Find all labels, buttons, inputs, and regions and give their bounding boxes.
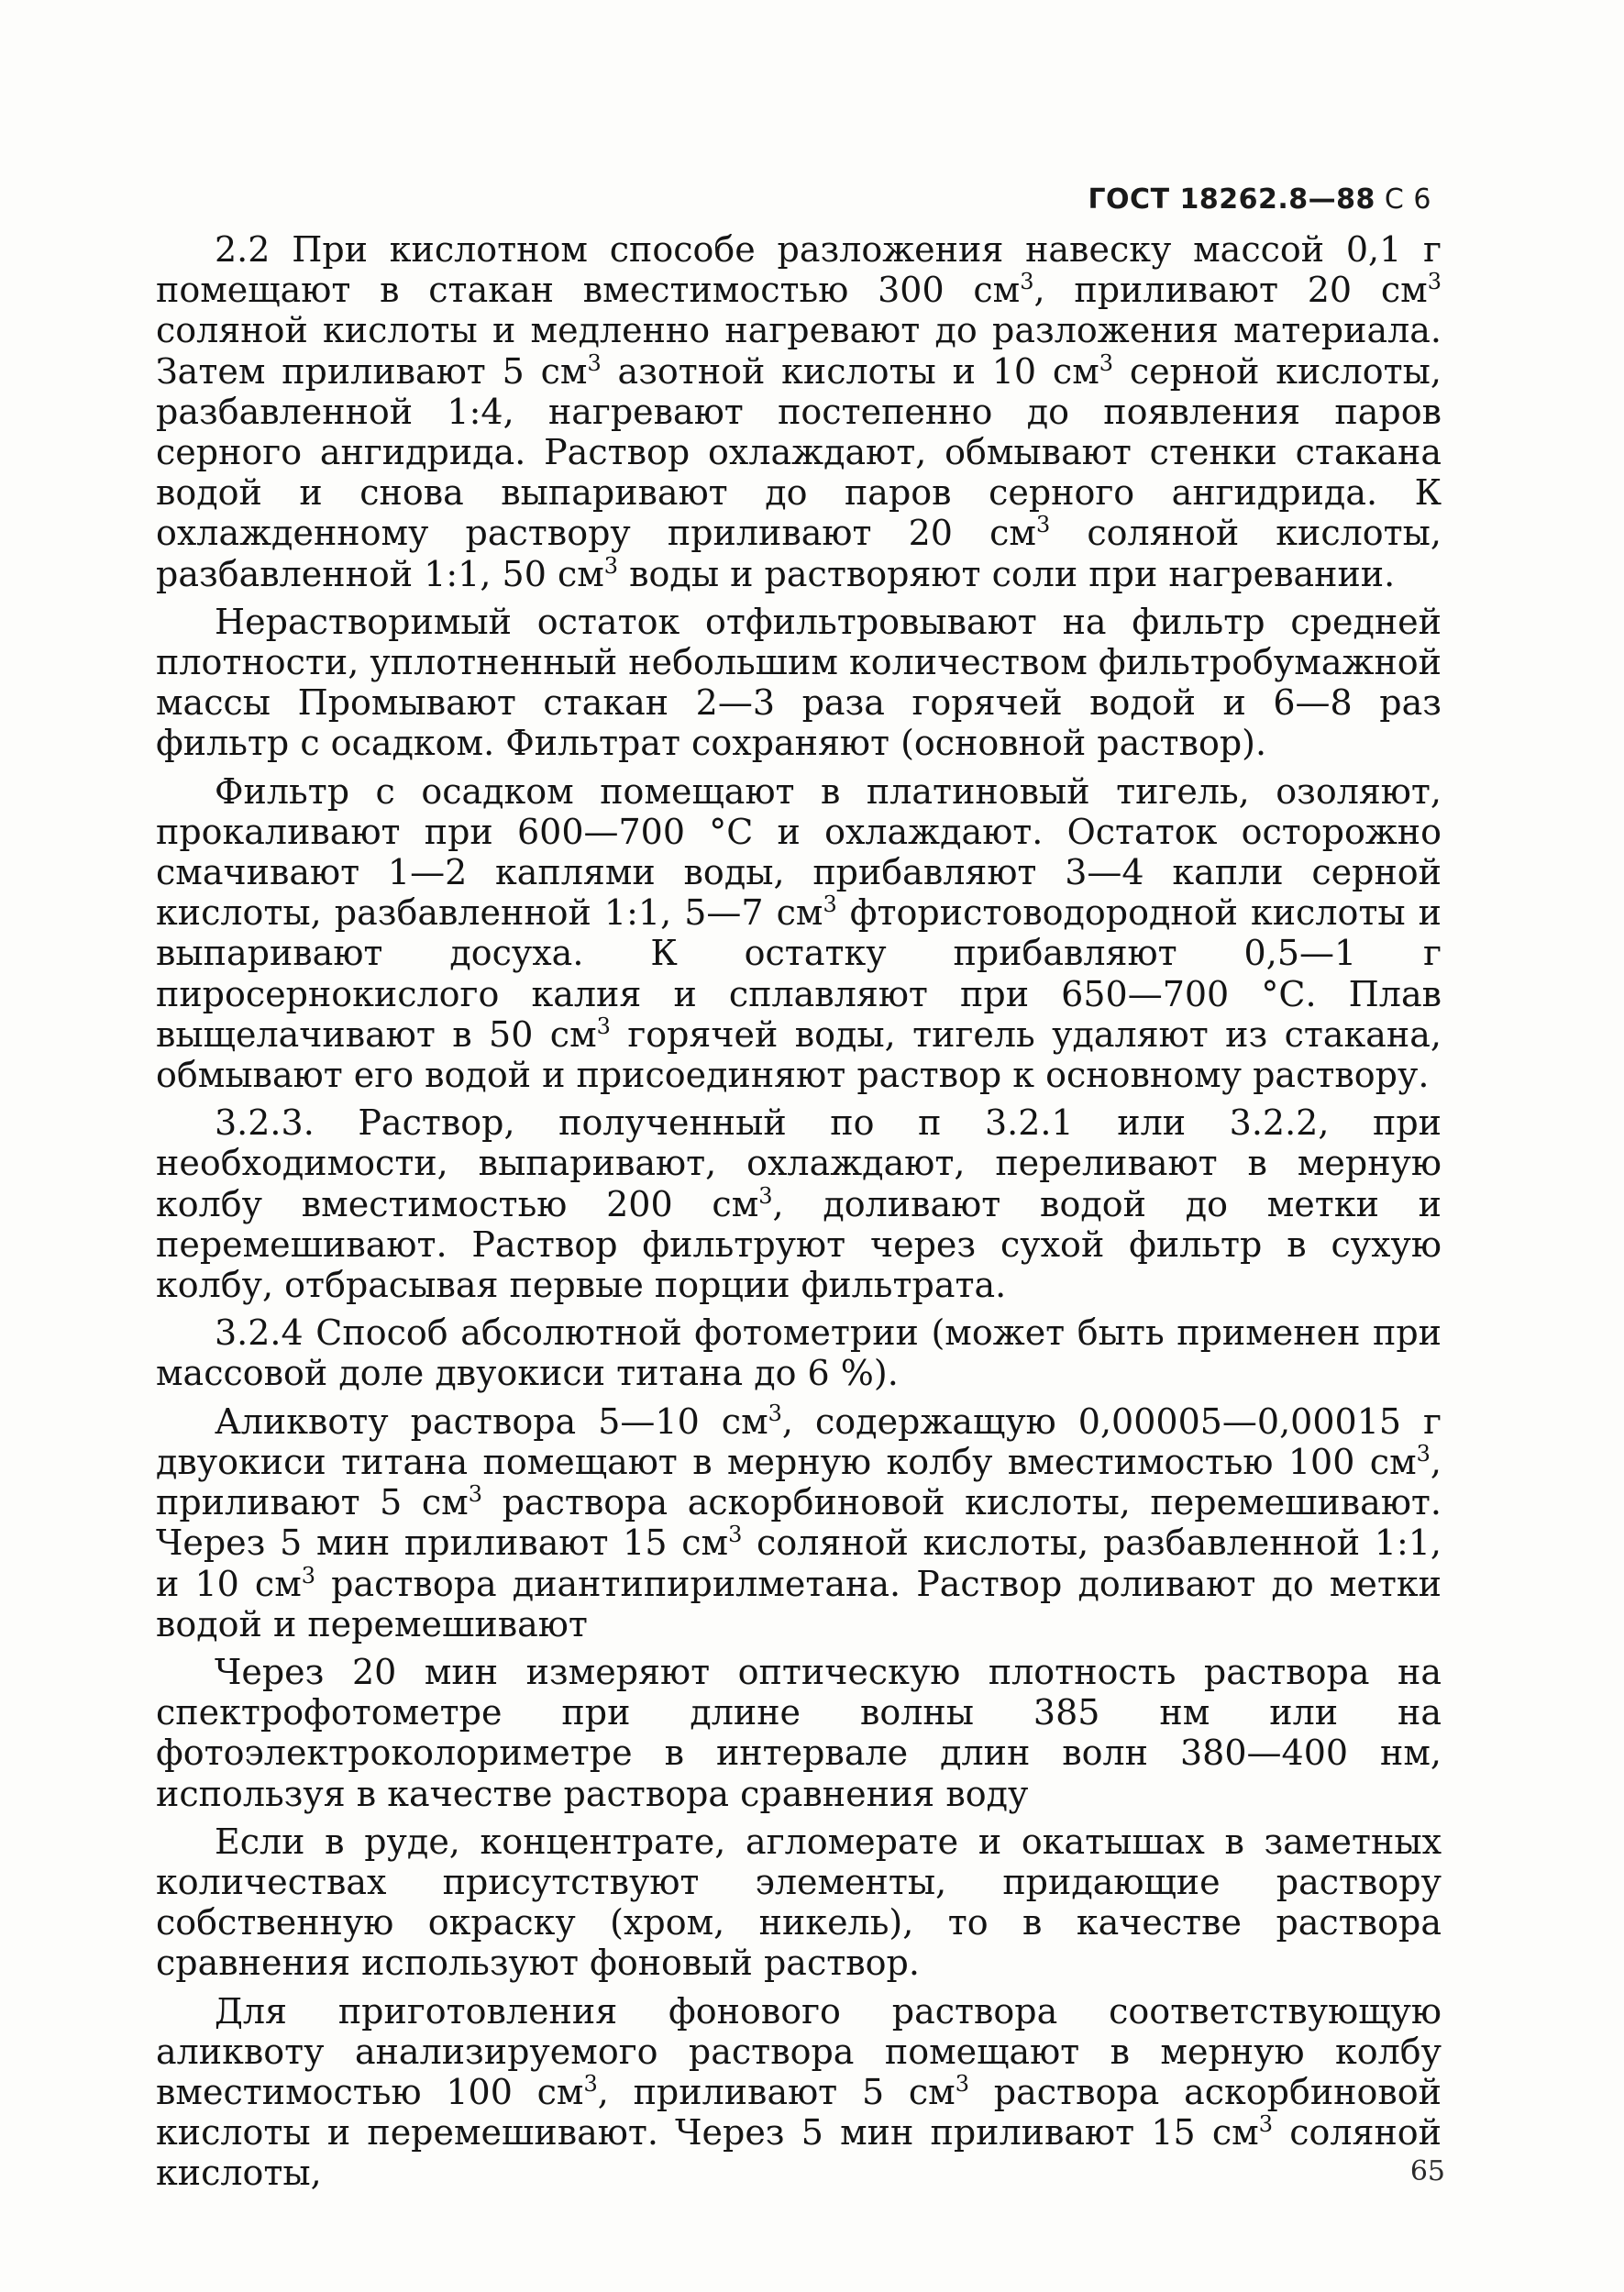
paragraph-text: соляной кислоты, разбавленной 1:1, 50 см [156,513,1442,594]
paragraph-text: раствора аскорбиновой кислоты, перемешивают. Через 5 мин приливают 15 см [156,1482,1442,1564]
superscript: 3 [603,552,619,579]
superscript: 3 [1416,1440,1431,1467]
paragraph [156,1312,1442,1393]
paragraph-text: 2.2 При кислотном способе разложения навеску массой 0,1 г помещают в стакан вместимостью 300 см [156,229,1442,311]
paragraph [156,1102,1442,1305]
paragraph [156,1821,1442,1984]
superscript: 3 [1427,269,1442,295]
paragraph-text: 3.2.4 Способ абсолютной фотометрии (может быть применен при массовой доле двуокиси титана до 6 %). [156,1312,1442,1394]
paragraph-text: раствора диантипирилметана. Раствор доливают до метки водой и перемешивают [156,1563,1442,1644]
header-page-ref: С 6 [1384,183,1431,216]
paragraph-text: соляной кислоты, [156,2112,1442,2194]
paragraph-text: , приливают 5 см [156,1441,1442,1523]
body-text [156,229,1442,2201]
paragraph [156,1991,1442,2194]
superscript: 3 [955,2070,970,2097]
gost-label: ГОСТ 18262.8—88 [1088,183,1375,216]
paragraph-text: серной кислоты, разбавленной 1:4, нагревают постепенно до появления паров серного ангидрида. Раствор охлаждают, обмывают стенки стакана водой и снова выпаривают до паров серного ангидрида. К охлажденному раствору приливают 20 см [156,350,1442,554]
paragraph-text: Нерастворимый остаток отфильтровывают на фильтр средней плотности, уплотненный небольшим количеством фильтробумажной массы Промывают стакан 2—3 раза горячей водой и 6—8 раз фильтр с осадком. Фильтрат сохраняют (основной раствор). [156,601,1442,764]
superscript: 3 [596,1013,611,1039]
superscript: 3 [583,2070,598,2097]
superscript: 3 [587,349,602,376]
paragraph-text: Аликвоту раствора 5—10 см [215,1401,768,1442]
paragraph-text: фтористоводородной кислоты и выпаривают досуха. К остатку прибавляют 0,5—1 г пиросернокислого калия и сплавляют при 650—700 °С. Плав выщелачивают в 50 см [156,892,1442,1055]
superscript: 3 [1020,269,1034,295]
paragraph-text: Фильтр с осадком помещают в платиновый тигель, озоляют, прокаливают при 600—700 °С и охлаждают. Остаток осторожно смачивают 1—2 каплями воды, прибавляют 3—4 капли серной кислоты, разбавленной 1:1, 5—7 см [156,770,1442,934]
paragraph [156,602,1442,764]
paragraph [156,771,1442,1096]
superscript: 3 [758,1182,773,1209]
superscript: 3 [1258,2111,1273,2138]
paragraph-text: горячей воды, тигель удаляют из стакана, обмывают его водой и присоединяют раствор к основному раствору. [156,1013,1442,1096]
superscript: 3 [768,1400,782,1426]
paragraph [156,229,1442,594]
superscript: 3 [823,891,837,918]
paragraph-text: , содержащую 0,00005—0,00015 г двуокиси титана помещают в мерную колбу вместимостью 100 см [156,1401,1442,1482]
paragraph-text: соляной кислоты и медленно нагревают до разложения материала. Затем приливают 5 см [156,310,1442,392]
superscript: 3 [301,1562,316,1589]
paragraph-text: Через 20 мин измеряют оптическую плотность раствора на спектрофотометре при длине волны 385 нм или на фотоэлектроколориметре в интервале длин волн 380—400 нм, используя в качестве раствора сравнения воду [156,1651,1442,1814]
paragraph-text: воды и растворяют соли при нагревании. [618,553,1396,594]
paragraph-text: Для приготовления фонового раствора соответствующую аликвоту анализируемого раствора помещают в мерную колбу вместимостью 100 см [156,1990,1442,2112]
paragraph-text: 3.2.3. Раствор, полученный по п 3.2.1 или 3.2.2, при необходимости, выпаривают, охлаждают, переливают в мерную колбу вместимостью 200 см [156,1102,1442,1224]
superscript: 3 [728,1522,743,1548]
paragraph-text: соляной кислоты, разбавленной 1:1, и 10 см [156,1522,1442,1604]
page-number: 65 [1409,2155,1445,2187]
paragraph-text: Если в руде, концентрате, агломерате и окатышах в заметных количествах присутствуют элементы, придающие раствору собственную окраску (хром, никель), то в качестве раствора сравнения используют фоновый раствор. [156,1821,1442,1984]
running-header [1088,183,1431,216]
paragraph [156,1401,1442,1644]
paragraph-text: азотной кислоты и 10 см [601,350,1099,392]
superscript: 3 [1035,512,1051,538]
paragraph-text: , доливают водой до метки и перемешивают. Раствор фильтруют через сухой фильтр в сухую колбу, отбрасывая первые порции фильтрата. [156,1183,1442,1306]
paragraph-text: раствора аскорбиновой кислоты и перемешивают. Через 5 мин приливают 15 см [156,2071,1442,2154]
paragraph-text: , приливают 5 см [597,2071,956,2112]
paragraph [156,1652,1442,1814]
paragraph-text: , приливают 20 см [1033,270,1428,311]
superscript: 3 [468,1481,483,1508]
superscript: 3 [1099,349,1114,376]
